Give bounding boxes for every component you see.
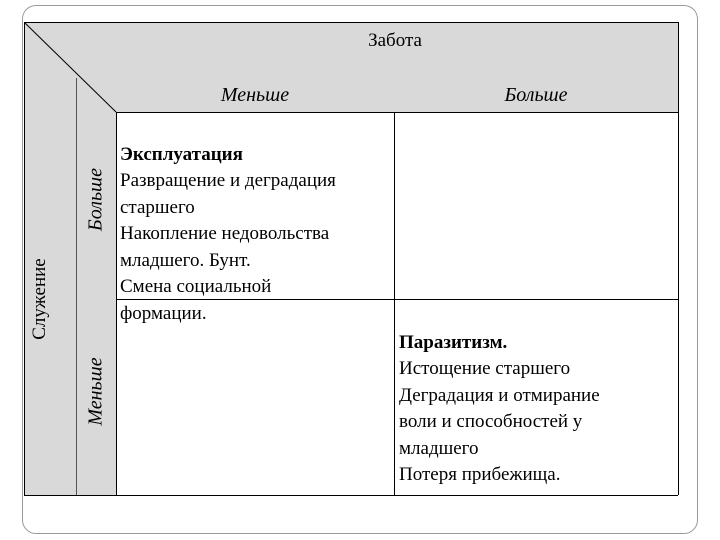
cell-exploitation-body: Развращение и деградация старшего Накопление недовольства младшего. Бунт. Смена социальной формации.: [120, 170, 336, 324]
table-top-border: [24, 22, 678, 23]
column-label-less: Меньше: [220, 84, 290, 106]
column-label-more: Больше: [504, 84, 568, 106]
service-axis-label: Служение: [29, 258, 50, 340]
table-right-border: [678, 22, 679, 495]
row-label-more: Больше: [84, 167, 107, 232]
table-left-border: [24, 22, 25, 495]
corner-diagonal: [24, 22, 118, 114]
cell-exploitation-title: Эксплуатация: [120, 143, 243, 165]
cell-exploitation: [120, 115, 392, 327]
cell-top-right-empty: [395, 113, 677, 299]
row-label-less: Меньше: [84, 357, 107, 426]
cell-parasitism-body: Истощение старшего Деградация и отмирание воли и способностей у младшего Потеря прибежища.: [399, 358, 600, 485]
care-header: Забота: [368, 30, 422, 51]
cell-parasitism: [399, 303, 675, 489]
table-bottom-border: [24, 495, 678, 496]
grid-line-v1: [76, 78, 77, 495]
cell-bottom-left-empty: [117, 300, 394, 495]
cell-parasitism-title: Паразитизм.: [399, 331, 508, 353]
